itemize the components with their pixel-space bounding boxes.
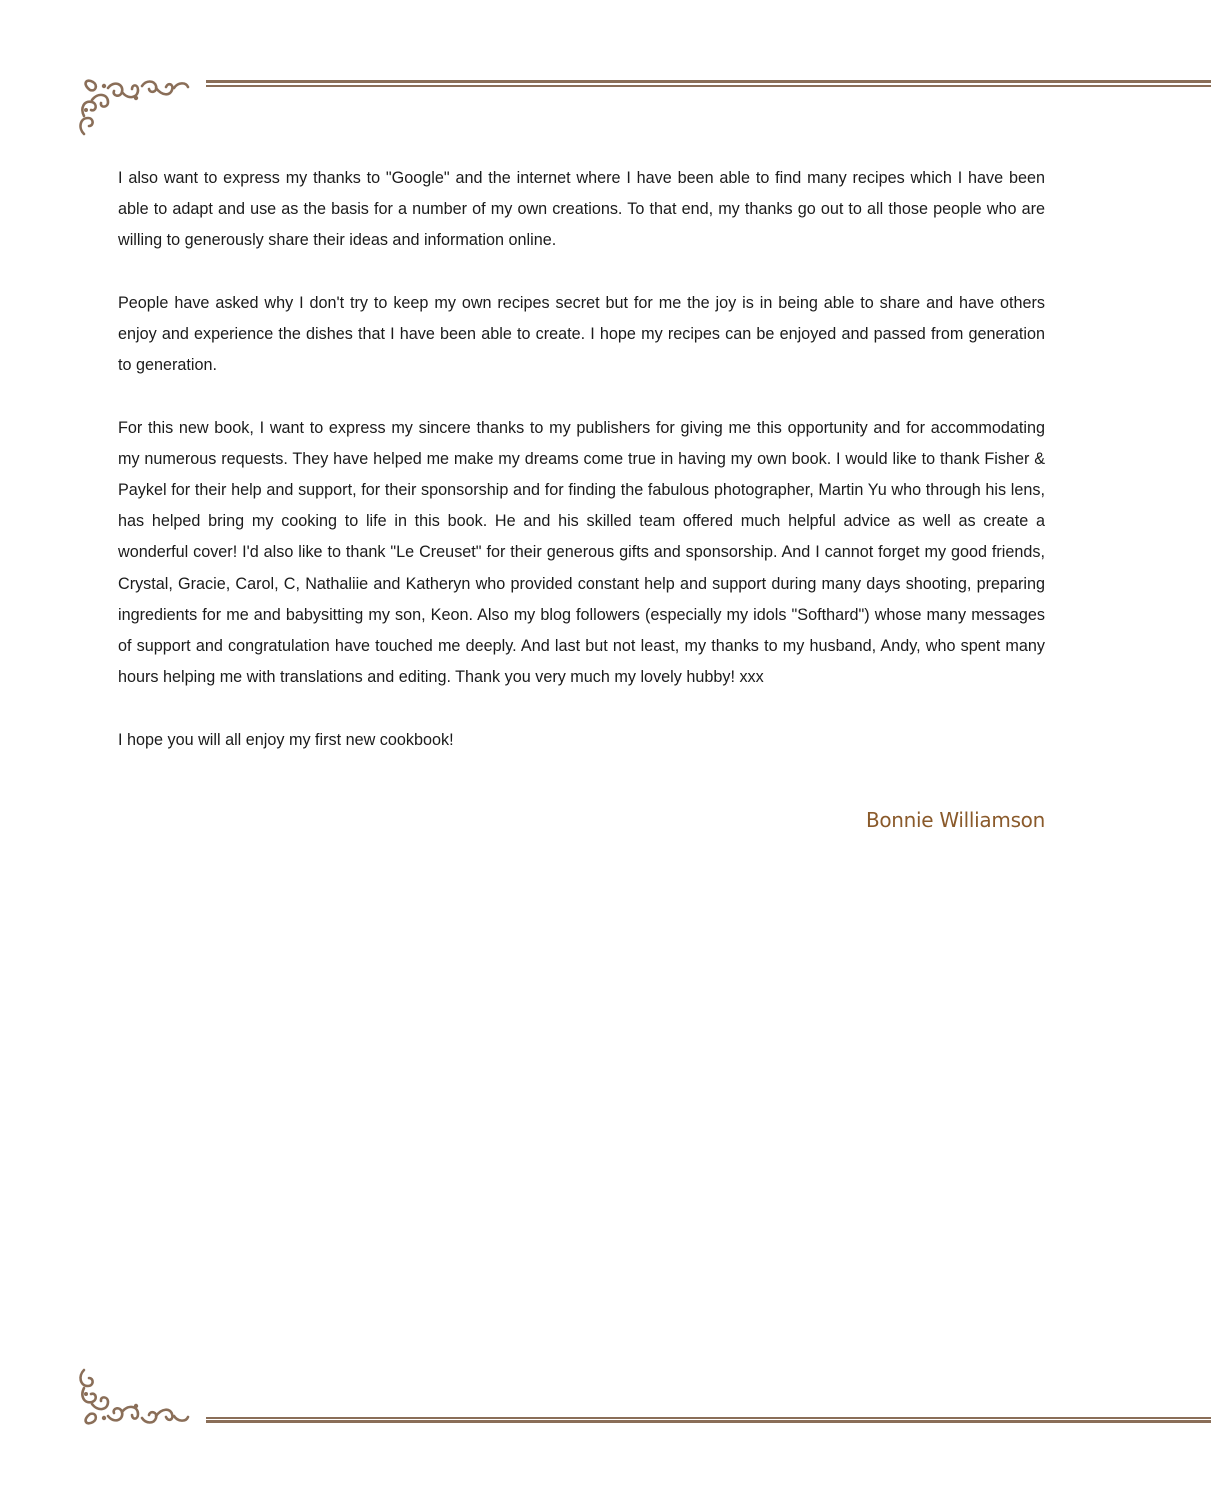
paragraph-google: I also want to express my thanks to "Google" and the internet where I have been able to find many recipes which I have been able to adapt and use as the basis for a number of my own creations. To that end, my thanks go out to all those people who are willing to generously share their ideas and information online. (118, 169, 1045, 250)
paragraph-closing: I hope you will all enjoy my first new cookbook! (118, 730, 454, 749)
bottom-divider-thin-line (206, 1417, 1211, 1419)
bottom-flourish-icon (76, 1366, 192, 1428)
top-flourish-icon (76, 76, 192, 138)
author-signature: Bonnie Williamson (865, 808, 1045, 832)
top-divider-thin-line (206, 85, 1211, 87)
acknowledgements-body (118, 163, 1045, 787)
paragraph-sharing: People have asked why I don't try to keep my own recipes secret but for me the joy is in being able to share and have others enjoy and experience the dishes that I have been able to create. I hope my recipes can be enjoyed and passed from generation to generation. (118, 293, 1045, 375)
bottom-divider (206, 1417, 1211, 1424)
paragraph-thanks: For this new book, I want to express my sincere thanks to my publishers for giving me this opportunity and for accommodating my numerous requests. They have helped me make my dreams come true in having my own book. I would like to thank Fisher & Paykel for their help and support, for their sponsorship and for finding the fabulous photographer, Martin Yu who through his lens, has helped bring my cooking to life in this book. He and his skilled team offered much helpful advice as well as create a wonderful cover! I'd also like to thank "Le Creuset" for their generous gifts and sponsorship. And I cannot forget my good friends, Crystal, Gracie, Carol, C, Nathaliie and Katheryn who provided constant help and support during many days shooting, preparing ingredients for me and babysitting my son, Keon. Also my blog followers (especially my idols "Softhard") whose many messages of support and congratulation have touched me deeply. And last but not least, my thanks to my husband, Andy, who spent many hours helping me with translations and editing. Thank you very much my lovely hubby! xxx (118, 418, 1045, 687)
top-divider-thick-line (206, 80, 1211, 83)
bottom-divider-thick-line (206, 1420, 1211, 1423)
top-divider (206, 80, 1211, 87)
